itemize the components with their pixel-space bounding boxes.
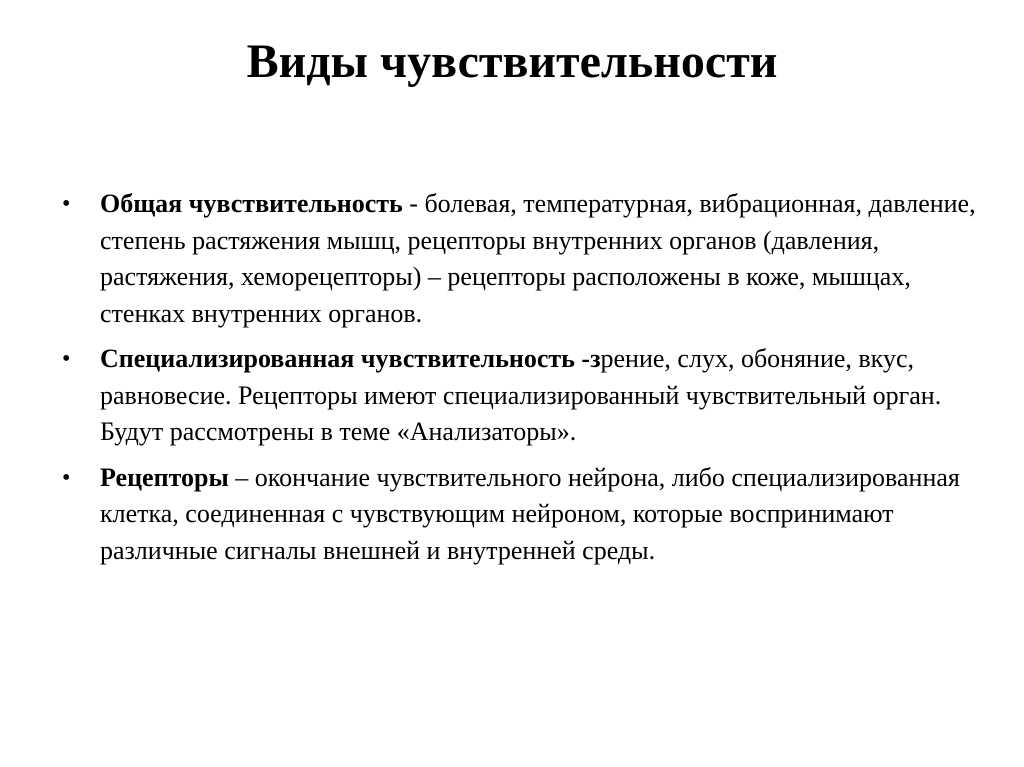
term-general-sensitivity: Общая чувствительность (100, 189, 403, 218)
description-general-sensitivity: - болевая, температурная, вибрационная, давление, степень растяжения мышц, рецепторы внутренних органов (давления, растяжения, хеморецепторы) – рецепторы расположены в коже, мышцах, стенках внутренних органов. (100, 189, 976, 328)
description-receptors: – окончание чувствительного нейрона, либо специализированная клетка, соединенная с чувствующим нейроном, которые воспринимают различные сигналы внешней и внутренней среды. (100, 462, 960, 565)
bullet-icon: • (62, 191, 71, 217)
description-specialized-sensitivity: рение, слух, обоняние, вкус, равновесие. Рецепторы имеют специализированный чувствительный орган. Будут рассмотрены в теме «Анализаторы». (100, 344, 942, 446)
slide-title: Виды чувствительности (246, 35, 778, 88)
list-item-specialized-sensitivity (62, 341, 982, 451)
list-item-general-sensitivity (62, 186, 982, 332)
bullet-list (62, 186, 982, 578)
list-item-receptors (62, 460, 982, 570)
bullet-icon: • (62, 464, 71, 491)
term-receptors: Рецепторы (100, 462, 229, 492)
term-specialized-sensitivity: Специализированная чувствительность -з (100, 344, 601, 373)
bullet-icon: • (62, 346, 71, 372)
